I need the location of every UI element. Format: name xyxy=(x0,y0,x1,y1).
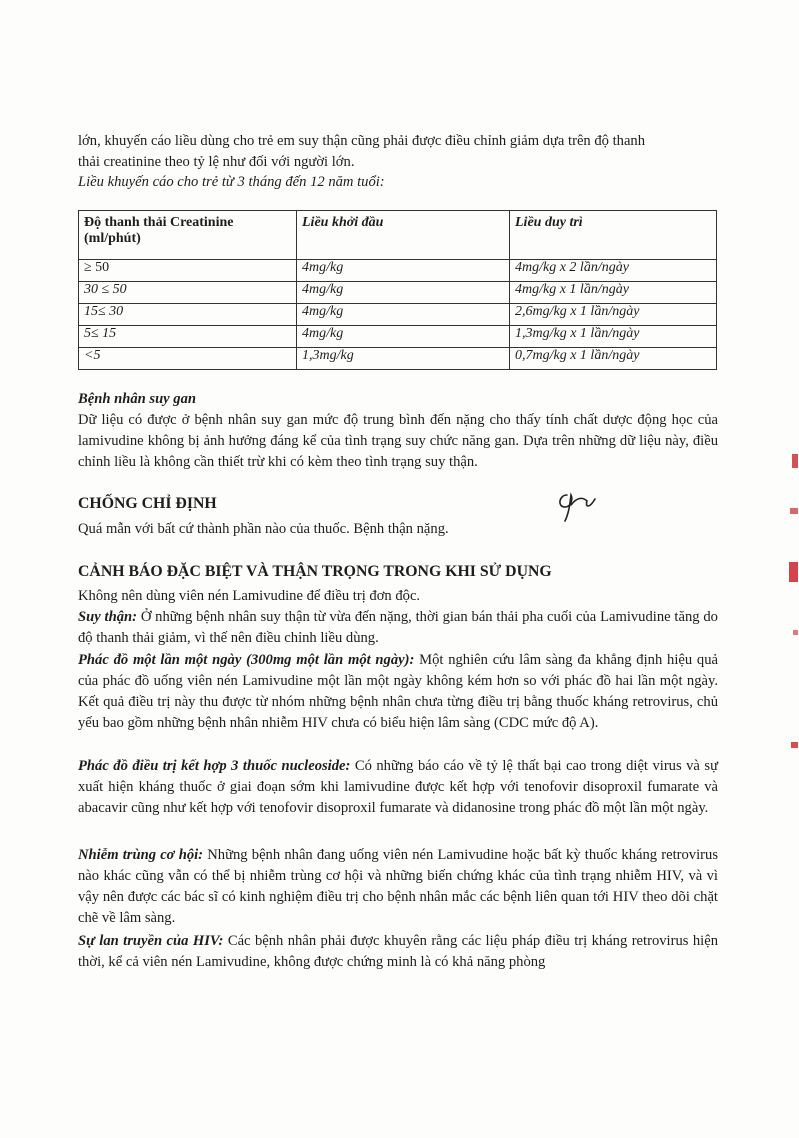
intro-line-2: thải creatinine theo tỷ lệ như đối với người lớn. xyxy=(78,154,355,170)
liver-heading: Bệnh nhân suy gan xyxy=(78,391,197,407)
renal-text: Ở những bệnh nhân suy thận từ vừa đến nặng, thời gian bán thải pha cuối của Lamivudine tăng do độ thanh thải giảm, vì thế nên điều chỉnh liều dùng. xyxy=(78,609,718,646)
intro-line-1: lớn, khuyến cáo liều dùng cho trẻ em suy thận cũng phải được điều chỉnh giảm dựa trên độ thanh xyxy=(78,133,646,149)
table-row xyxy=(79,348,717,370)
liver-paragraph: Dữ liệu có được ở bệnh nhân suy gan mức độ trung bình đến nặng cho thấy tính chất dược động học của lamivudine không bị ảnh hưởng đáng kể của tình trạng suy chức năng gan. Dựa trên những dữ liệu này, điều chỉnh liều là không cần thiết trừ khi có kèm theo tình trạng suy thận. xyxy=(78,412,718,470)
cell-initial: 4mg/kg xyxy=(297,304,510,326)
red-stamp-edge xyxy=(786,450,799,770)
cell-maintenance: 1,3mg/kg x 1 lần/ngày xyxy=(510,326,717,348)
contraindications-heading: CHỐNG CHỈ ĐỊNH xyxy=(78,495,217,512)
cell-clearance: ≥ 50 xyxy=(79,260,297,282)
cell-initial: 1,3mg/kg xyxy=(297,348,510,370)
table-row xyxy=(79,304,717,326)
cell-maintenance: 4mg/kg x 2 lần/ngày xyxy=(510,260,717,282)
cell-maintenance: 0,7mg/kg x 1 lần/ngày xyxy=(510,348,717,370)
contraindications-text: Quá mẫn với bất cứ thành phần nào của thuốc. Bệnh thận nặng. xyxy=(78,521,449,537)
once-daily-label: Phác đồ một lần một ngày (300mg một lần một ngày): xyxy=(78,652,415,668)
table-row xyxy=(79,326,717,348)
once-daily-text: Một nghiên cứu lâm sàng đa khẳng định hiệu quả của phác đồ uống viên nén Lamivudine một lần một ngày không kém hơn so với phác đồ hai lần một ngày. Kết quả điều trị này thu được từ nhóm những bệnh nhân chưa từng điều trị bằng thuốc kháng retrovirus, chủ yếu bao gồm những bệnh nhân nhiễm HIV chưa có biểu hiện lâm sàng (CDC mức độ A). xyxy=(78,652,718,731)
header-clearance: Độ thanh thải Creatinine (ml/phút) xyxy=(79,211,297,260)
cell-maintenance: 2,6mg/kg x 1 lần/ngày xyxy=(510,304,717,326)
cell-initial: 4mg/kg xyxy=(297,326,510,348)
warnings-intro: Không nên dùng viên nén Lamivudine để điều trị đơn độc. xyxy=(78,588,421,604)
opportunistic-infection-text: Những bệnh nhân đang uống viên nén Lamivudine hoặc bất kỳ thuốc kháng retrovirus nào khác cũng vẫn có thể bị nhiễm trùng cơ hội và những biến chứng khác của tình trạng nhiễm HIV, và vì vậy nên được các bác sĩ có kinh nghiệm điều trị cho bệnh nhân mắc các bệnh liên quan tới HIV theo dõi chặt chẽ về lâm sàng. xyxy=(78,847,718,926)
triple-therapy-label: Phác đồ điều trị kết hợp 3 thuốc nucleoside: xyxy=(78,758,351,774)
table-row xyxy=(79,282,717,304)
opportunistic-infection-paragraph xyxy=(78,845,718,929)
cell-initial: 4mg/kg xyxy=(297,260,510,282)
cell-clearance: 5≤ 15 xyxy=(79,326,297,348)
renal-label: Suy thận: xyxy=(78,609,137,625)
triple-therapy-paragraph xyxy=(78,756,718,819)
header-maintenance-dose: Liều duy trì xyxy=(510,211,717,260)
cell-clearance: 15≤ 30 xyxy=(79,304,297,326)
transmission-text: Các bệnh nhân phải được khuyên rằng các liệu pháp điều trị kháng retrovirus hiện thời, kể cả viên nén Lamivudine, không được chứng minh là có khả năng phòng xyxy=(78,933,718,970)
table-header-row xyxy=(79,211,717,260)
renal-paragraph xyxy=(78,607,718,649)
header-initial-dose: Liều khởi đầu xyxy=(297,211,510,260)
transmission-label: Sự lan truyền của HIV: xyxy=(78,933,224,949)
cell-maintenance: 4mg/kg x 1 lần/ngày xyxy=(510,282,717,304)
transmission-paragraph xyxy=(78,931,718,973)
table-caption: Liều khuyến cáo cho trẻ từ 3 tháng đến 12 năm tuổi: xyxy=(78,174,385,190)
warnings-heading: CẢNH BÁO ĐẶC BIỆT VÀ THẬN TRỌNG TRONG KHI SỬ DỤNG xyxy=(78,563,552,580)
table-row xyxy=(79,260,717,282)
handwritten-initials xyxy=(553,487,597,527)
cell-initial: 4mg/kg xyxy=(297,282,510,304)
cell-clearance: 30 ≤ 50 xyxy=(79,282,297,304)
once-daily-paragraph xyxy=(78,650,718,734)
dose-table xyxy=(78,210,717,370)
cell-clearance: <5 xyxy=(79,348,297,370)
opportunistic-infection-label: Nhiễm trùng cơ hội: xyxy=(78,847,204,863)
triple-therapy-text: Có những báo cáo về tỷ lệ thất bại cao trong diệt virus và sự xuất hiện kháng thuốc ở giai đoạn sớm khi lamivudine được kết hợp với tenofovir disoproxil fumarate và abacavir cũng như kết hợp với tenofovir disoproxil fumarate và didanosine trong phác đồ một lần một ngày. xyxy=(78,758,718,816)
